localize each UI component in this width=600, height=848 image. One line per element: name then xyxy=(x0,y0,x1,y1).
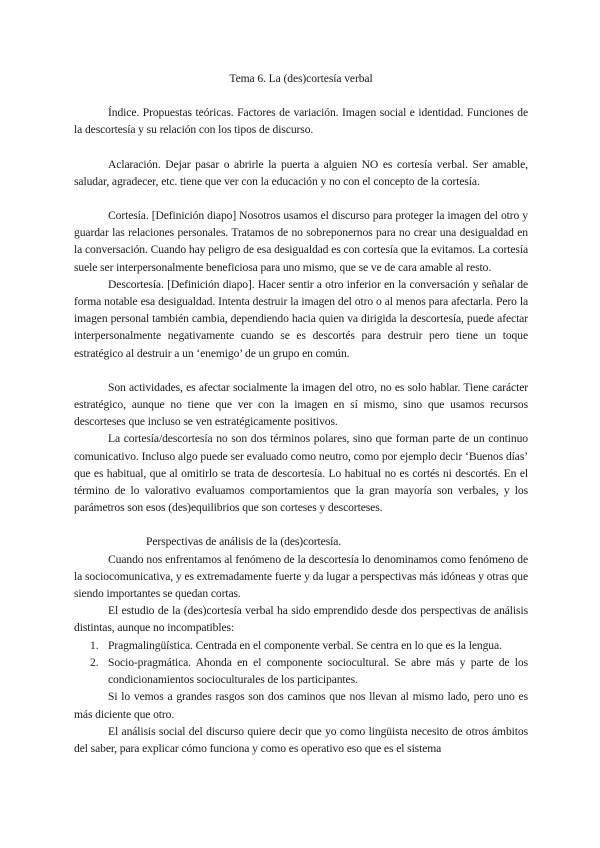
paragraph-discourtesy: Descortesía. [Definición diapo]. Hacer sentir a otro inferior en la conversación y señalar de forma notable esa desigualdad. Intenta destruir la imagen del otro o al menos para afectarla. Pero la imagen personal también cambia, dependiendo hacia quien va dirigida la descortesía, puede afectar interpersonalmente negativamente cuando se es descortés para destruir pero tiene un toque estratégico al destruir a un ‘enemigo’ de un grupo en común. xyxy=(74,277,528,360)
paragraph-clarification: Aclaración. Dejar pasar o abrirle la puerta a alguien NO es cortesía verbal. Ser amable, saludar, agradecer, etc. tiene que ver con la educación y no con el concepto de la cortesía. xyxy=(74,157,528,188)
paragraph-continuum: La cortesía/descortesía no son dos términos polares, sino que forman parte de un continuo comunicativo. Incluso algo puede ser evaluado como neutro, como por ejemplo decir ‘Buenos días’ que es habitual, que al omitirlo se trata de descortesía. Lo habitual no es cortés ni descortés. En el término de lo valorativo evaluamos comportamientos que la gran mayoría son verbales, y los parámetros son esos (des)equilibrios que son corteses y descorteses. xyxy=(74,432,528,515)
list-number: 1. xyxy=(90,638,99,652)
section-heading: Perspectivas de análisis de la (des)cortesía. xyxy=(146,535,342,549)
paragraph-social-analysis: El análisis social del discurso quiere decir que yo como lingüista necesito de otros ámbitos del saber, para explicar cómo funciona y como es operativo eso que es el sistema xyxy=(74,724,528,755)
page-title: Tema 6. La (des)cortesía verbal xyxy=(229,72,373,85)
list-item xyxy=(74,654,528,688)
paragraph-perspectives: Cuando nos enfrentamos al fenómeno de la descortesía lo denominamos como fenómeno de la sociocomunicativa, y es extremadamente fuerte y da lugar a perspectivas más idóneas y otras que siendo importantes se quedan cortas. xyxy=(74,552,528,601)
paragraph-index: Índice. Propuestas teóricas. Factores de variación. Imagen social e identidad. Funciones de la descortesía y su relación con los tipos de discurso. xyxy=(74,106,528,137)
document-body xyxy=(74,70,528,757)
paragraph-summary: Si lo vemos a grandes rasgos son dos caminos que nos llevan al mismo lado, pero uno es más diciente que otro. xyxy=(74,690,528,721)
list-item-text: Socio-pragmática. Ahonda en el componente sociocultural. Se abre más y parte de los condicionamientos socioculturales de los participantes. xyxy=(108,655,528,687)
paragraph-courtesy: Cortesía. [Definición diapo] Nosotros usamos el discurso para proteger la imagen del otro y guardar las relaciones personales. Tratamos de no sobreponernos para no crear una desigualdad en la conversación. Cuando hay peligro de esa desigualdad es con cortesía que la evitamos. La cortesía suele ser interpersonalmente beneficiosa para uno mismo, que se ve de cara amable al resto. xyxy=(74,209,528,274)
paragraph-study: El estudio de la (des)cortesía verbal ha sido emprendido desde dos perspectivas de análisis distintas, aunque no incompatibles: xyxy=(74,604,528,635)
paragraph-activities: Son actividades, es afectar socialmente la imagen del otro, no es solo hablar. Tiene carácter estratégico, aunque no tiene que ver con la imagen en sí mismo, sino que usamos recursos descorteses que incluso se ven estratégicamente positivos. xyxy=(74,380,528,429)
list-item xyxy=(74,637,528,654)
list-number: 2. xyxy=(90,655,99,669)
list-item-text: Pragmalingüística. Centrada en el componente verbal. Se centra en lo que es la lengua. xyxy=(108,638,502,652)
